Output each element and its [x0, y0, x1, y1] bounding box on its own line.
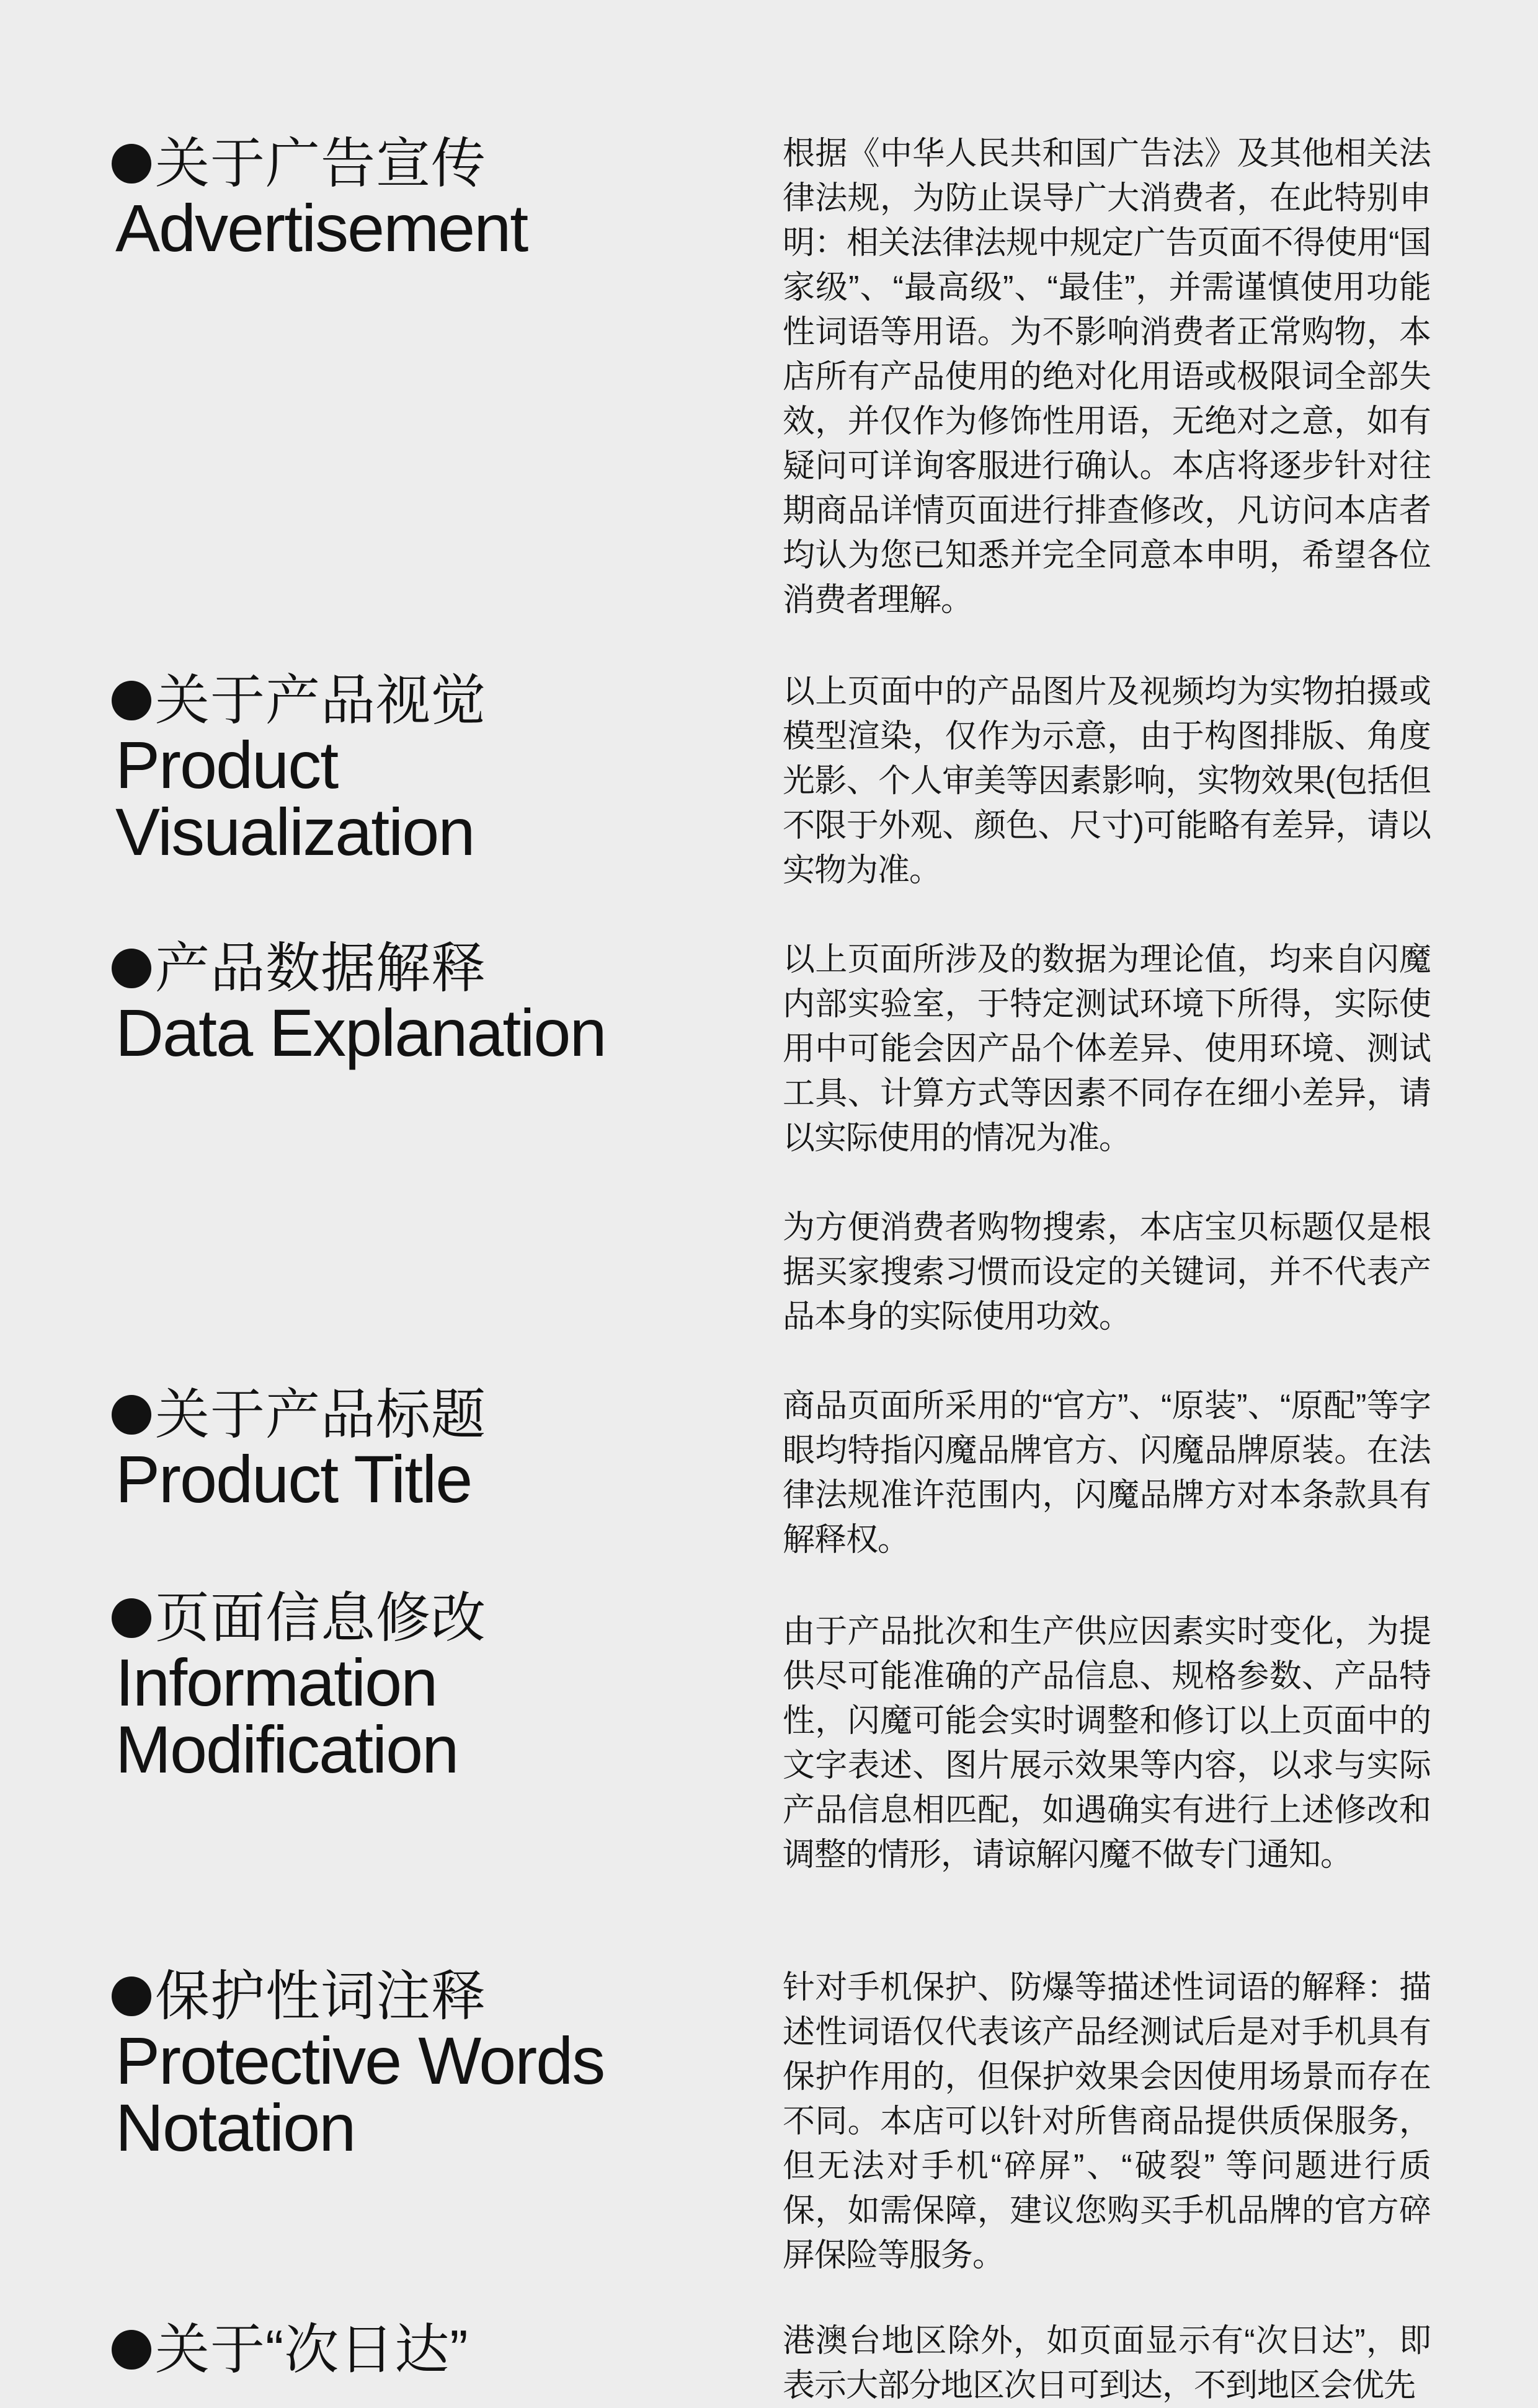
bullet-icon	[112, 1976, 151, 2016]
section-information-modification	[0, 1587, 1538, 1928]
section-title-en-line-1: Information	[115, 1645, 437, 1720]
section-heading	[112, 937, 670, 1070]
section-title-cn	[112, 670, 670, 732]
section-body	[783, 670, 1431, 893]
section-heading	[112, 670, 670, 869]
body-paragraph: 以上页面所涉及的数据为理论值，均来自闪魔内部实验室，于特定测试环境下所得，实际使用中可能会因产品个体差异、使用环境、测试工具、计算方式等因素不同存在细小差异，请以实际使用的情况为准。	[783, 942, 1431, 1156]
title-cn-text: 页面信息修改	[155, 1587, 487, 1649]
section-heading	[112, 1587, 670, 1787]
title-cn-text: 关于产品标题	[155, 1384, 487, 1445]
section-heading	[112, 2319, 670, 2381]
section-title-en: Data Explanation	[115, 995, 606, 1070]
section-body	[783, 1609, 1431, 1877]
bullet-icon	[112, 2330, 151, 2370]
section-body	[783, 131, 1431, 622]
section-title-cn	[112, 133, 670, 195]
title-cn-text: 产品数据解释	[155, 937, 487, 999]
body-paragraph: 商品页面所采用的“官方”、“原装”、“原配”等字眼均特指闪魔品牌官方、闪魔品牌原装。在法律法规准许范围内，闪魔品牌方对本条款具有解释权。	[783, 1388, 1431, 1558]
section-advertisement	[0, 0, 1538, 626]
bullet-icon	[112, 1598, 151, 1638]
body-paragraph: 为方便消费者购物搜索，本店宝贝标题仅是根据买家搜索习惯而设定的关键词，并不代表产品本身的实际使用功效。	[783, 1210, 1431, 1335]
section-title-cn	[112, 937, 670, 999]
section-title-en-line-2: Notation	[115, 2090, 355, 2165]
section-body	[783, 1384, 1431, 1562]
bullet-icon	[112, 144, 151, 184]
section-heading	[112, 1384, 670, 1516]
section-title-en-line-1: Product	[115, 727, 338, 802]
body-paragraph: 针对手机保护、防爆等描述性词语的解释：描述性词语仅代表该产品经测试后是对手机具有保护作用的，但保护效果会因使用场景而存在不同。本店可以针对所售商品提供质保服务，但无法对手机“碎屏”、“破裂” 等问题进行质保，如需保障，建议您购买手机品牌的官方碎屏保险等服务。	[783, 1970, 1431, 2273]
section-title-cn	[112, 1587, 670, 1649]
title-cn-text: 保护性词注释	[155, 1965, 487, 2027]
body-paragraph: 以上页面中的产品图片及视频均为实物拍摄或模型渲染，仅作为示意，由于构图排版、角度光影、个人审美等因素影响，实物效果(包括但不限于外观、颜色、尺寸)可能略有差异，请以实物为准。	[783, 674, 1431, 888]
section-body	[783, 2319, 1431, 2408]
body-paragraph: 根据《中华人民共和国广告法》及其他相关法律法规，为防止误导广大消费者，在此特别申明：相关法律法规中规定广告页面不得使用“国家级”、“最高级”、“最佳”，并需谨慎使用功能性词语等用语。为不影响消费者正常购物，本店所有产品使用的绝对化用语或极限词全部失效，并仅作为修饰性用语，无绝对之意，如有疑问可详询客服进行确认。本店将逐步针对往期商品详情页面进行排查修改，凡访问本店者均认为您已知悉并完全同意本申明，希望各位消费者理解。	[783, 136, 1431, 618]
section-product-title	[0, 1384, 1538, 1570]
bullet-icon	[112, 1395, 151, 1435]
section-protective-words	[0, 1965, 1538, 2288]
section-heading	[112, 1965, 670, 2165]
section-title-cn	[112, 1965, 670, 2027]
section-title-en: Advertisement	[115, 190, 528, 265]
section-body	[783, 937, 1431, 1339]
section-title-cn	[112, 2319, 670, 2381]
section-title-en-line-2: Visualization	[115, 794, 474, 869]
title-cn-text: 关于产品视觉	[155, 670, 487, 731]
body-paragraph: 港澳台地区除外，如页面显示有“次日达”，即表示大部分地区次日可到达，不到地区会优先	[783, 2323, 1431, 2404]
section-title-en-line-2: Modification	[115, 1712, 458, 1787]
title-cn-text: 关于广告宣传	[155, 133, 487, 194]
section-next-day-delivery	[0, 2319, 1538, 2404]
section-body	[783, 1965, 1431, 2278]
bullet-icon	[112, 949, 151, 988]
section-title-cn	[112, 1384, 670, 1446]
section-heading	[112, 133, 670, 265]
section-title-en: Product Title	[115, 1441, 472, 1516]
section-data-explanation	[0, 937, 1538, 1340]
title-cn-text: 关于“次日达”	[155, 2319, 469, 2380]
section-title-en-line-1: Protective Words	[115, 2023, 605, 2098]
section-product-visualization	[0, 670, 1538, 893]
body-paragraph: 由于产品批次和生产供应因素实时变化，为提供尽可能准确的产品信息、规格参数、产品特性，闪魔可能会实时调整和修订以上页面中的文字表述、图片展示效果等内容，以求与实际产品信息相匹配，如遇确实有进行上述修改和调整的情形，请谅解闪魔不做专门通知。	[783, 1614, 1431, 1873]
bullet-icon	[112, 681, 151, 720]
